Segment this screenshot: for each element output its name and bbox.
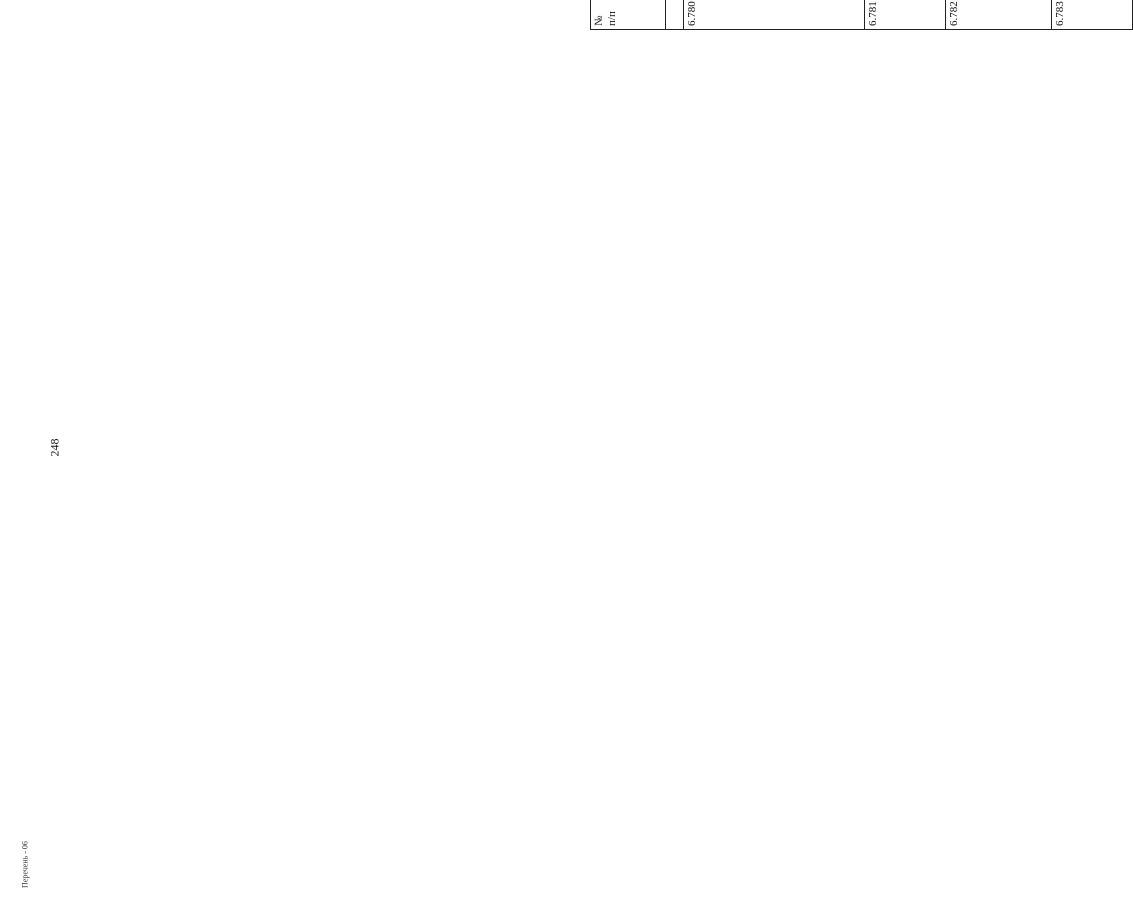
table-row: [865, 0, 946, 30]
table-row: [683, 0, 713, 30]
footer-note: Перечень - 06: [20, 841, 30, 888]
rotated-table-container: [590, 0, 1120, 30]
cell-num: 6.781: [865, 0, 946, 30]
table-row: [1052, 0, 1133, 30]
cell-num: 6.780: [683, 0, 865, 30]
header-row: [591, 0, 666, 30]
table-row: [946, 0, 1052, 30]
cell-num: 6.782: [946, 0, 1052, 30]
page-number: 248: [47, 438, 62, 457]
cell-num: 6.783: [1052, 0, 1133, 30]
header-num: № п/п: [591, 0, 666, 30]
continuation-row: [666, 0, 684, 30]
events-table: [590, 0, 1133, 30]
cell: [666, 0, 684, 30]
